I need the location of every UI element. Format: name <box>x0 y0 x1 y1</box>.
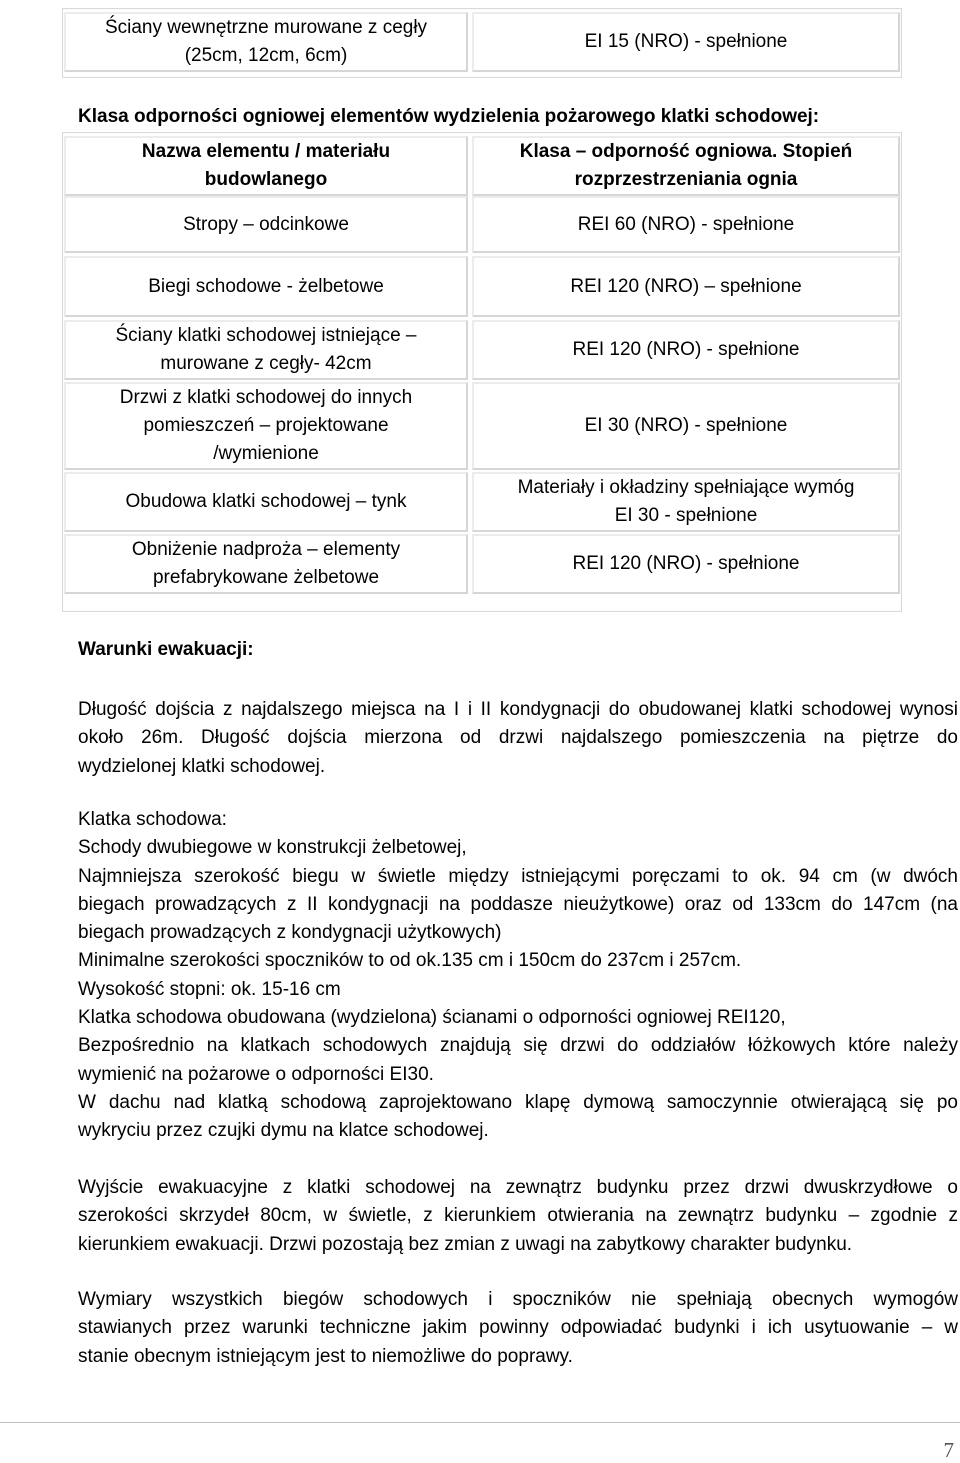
footer-divider <box>0 1422 960 1423</box>
text-line: W dachu nad klatką schodową zaprojektowano klapę dymową samoczynnie otwierającą się po <box>78 1091 958 1113</box>
cell-line: prefabrykowane żelbetowe <box>152 567 380 588</box>
text-line: szerokości skrzydeł 80cm, w świetle, z kierunkiem otwierania na zewnątrz budynku – zgodnie z <box>78 1205 958 1227</box>
element-cell <box>64 534 468 594</box>
table-row <box>63 379 901 469</box>
cell-line: REI 120 (NRO) - spełnione <box>572 339 800 360</box>
text-line: Klatka schodowa: <box>78 809 227 830</box>
element-cell <box>64 196 468 253</box>
evacuation-heading: Warunki ewakuacji: <box>78 639 254 660</box>
text-line: Schody dwubiegowe w konstrukcji żelbetowej, <box>78 837 467 859</box>
table-row <box>63 253 901 317</box>
cell-line: murowane z cegły- 42cm <box>160 353 372 374</box>
rating-cell <box>472 12 900 72</box>
rating-cell <box>472 196 900 253</box>
text-line: biegach prowadzących z II kondygnacji na poddasze nieużytkowe) oraz od 133cm do 147cm (na <box>78 893 958 915</box>
rating-cell <box>472 534 900 594</box>
table-row <box>63 531 901 591</box>
text-line: kierunkiem ewakuacji. Drzwi pozostają bez zmian z uwagi na zabytkowy charakter budynku. <box>78 1233 853 1255</box>
text-line: stawianych przez warunki techniczne jakim powinny odpowiadać budynki i ich usytuowanie – w <box>78 1317 958 1339</box>
paragraph-dimensions <box>78 1286 958 1371</box>
cell-line: Materiały i okładziny spełniające wymóg <box>517 477 855 498</box>
cell-line: /wymienione <box>213 443 319 464</box>
rating-cell <box>472 320 900 380</box>
header-element-cell <box>64 136 468 196</box>
cell-line: budowlanego <box>204 169 328 190</box>
text-line: Długość dojścia z najdalszego miejsca na I i II kondygnacji do obudowanej klatki schodowej wynosi <box>78 699 958 720</box>
cell-line: REI 60 (NRO) - spełnione <box>577 213 795 235</box>
text-line: Wymiary wszystkich biegów schodowych i spoczników nie spełniają obecnych wymogów <box>78 1289 958 1310</box>
page-number: 7 <box>943 1438 954 1462</box>
element-cell <box>64 12 468 72</box>
cell-line: Stropy – odcinkowe <box>183 213 349 235</box>
cell-line: (25cm, 12cm, 6cm) <box>184 45 348 66</box>
element-cell <box>64 320 468 380</box>
element-cell <box>64 256 468 317</box>
paragraph-staircase <box>78 806 958 1146</box>
table-row <box>63 469 901 531</box>
cell-line: Ściany wewnętrzne murowane z cegły <box>104 17 428 38</box>
fire-class-heading: Klasa odporności ogniowej elementów wydzielenia pożarowego klatki schodowej: <box>78 106 820 127</box>
cell-line: pomieszczeń – projektowane <box>143 415 389 436</box>
text-line: stanie obecnym istniejącym jest to niemożliwe do poprawy. <box>78 1345 573 1367</box>
text-line: Klatka schodowa obudowana (wydzielona) ścianami o odporności ogniowej REI120, <box>78 1007 786 1029</box>
cell-line: Drzwi z klatki schodowej do innych <box>119 387 413 408</box>
text-line: wykryciu przez czujki dymu na klatce schodowej. <box>78 1120 489 1142</box>
top-table <box>62 8 902 78</box>
cell-line: REI 120 (NRO) - spełnione <box>572 553 800 574</box>
text-line: około 26m. Długość dojścia mierzona od drzwi najdalszego pomieszczenia na piętrze do <box>78 727 958 749</box>
text-line: Wyjście ewakuacyjne z klatki schodowej na zewnątrz budynku przez drzwi dwuskrzydłowe o <box>78 1177 958 1198</box>
cell-line: Ściany klatki schodowej istniejące – <box>115 325 417 346</box>
table-row <box>63 193 901 253</box>
paragraph-distance <box>78 696 958 781</box>
text-line: biegach prowadzących z kondygnacji użytkowych) <box>78 922 502 944</box>
rating-cell <box>472 472 900 532</box>
element-cell <box>64 472 468 532</box>
fire-resistance-table <box>62 132 902 612</box>
cell-line: Obniżenie nadproża – elementy <box>131 539 401 560</box>
element-cell <box>64 382 468 470</box>
cell-line: REI 120 (NRO) – spełnione <box>570 275 802 297</box>
table-header-row <box>63 133 901 193</box>
cell-line: rozprzestrzeniania ognia <box>574 169 798 190</box>
cell-line: Nazwa elementu / materiału <box>141 141 391 162</box>
cell-line: Klasa – odporność ogniowa. Stopień <box>519 141 853 162</box>
text-line: wymienić na pożarowe o odporności EI30. <box>78 1063 434 1085</box>
cell-line: EI 30 - spełnione <box>614 505 758 526</box>
text-line: Minimalne szerokości spoczników to od ok.135 cm i 150cm do 237cm i 257cm. <box>78 950 742 972</box>
text-line: Wysokość stopni: ok. 15-16 cm <box>78 978 341 1000</box>
rating-cell <box>472 382 900 470</box>
text-line: wydzielonej klatki schodowej. <box>78 755 326 777</box>
header-rating-cell <box>472 136 900 196</box>
table-row <box>63 317 901 379</box>
cell-line: EI 15 (NRO) - spełnione <box>584 31 788 52</box>
cell-line: EI 30 (NRO) - spełnione <box>584 415 788 436</box>
text-line: Bezpośrednio na klatkach schodowych znajdują się drzwi do oddziałów łóżkowych które należy <box>78 1035 958 1057</box>
paragraph-exit <box>78 1174 958 1259</box>
cell-line: Biegi schodowe - żelbetowe <box>148 275 384 297</box>
rating-cell <box>472 256 900 317</box>
cell-line: Obudowa klatki schodowej – tynk <box>125 491 407 512</box>
text-line: Najmniejsza szerokość biegu w świetle między istniejącymi poręczami to ok. 94 cm (w dwóch <box>78 865 958 887</box>
table-row <box>63 9 901 71</box>
